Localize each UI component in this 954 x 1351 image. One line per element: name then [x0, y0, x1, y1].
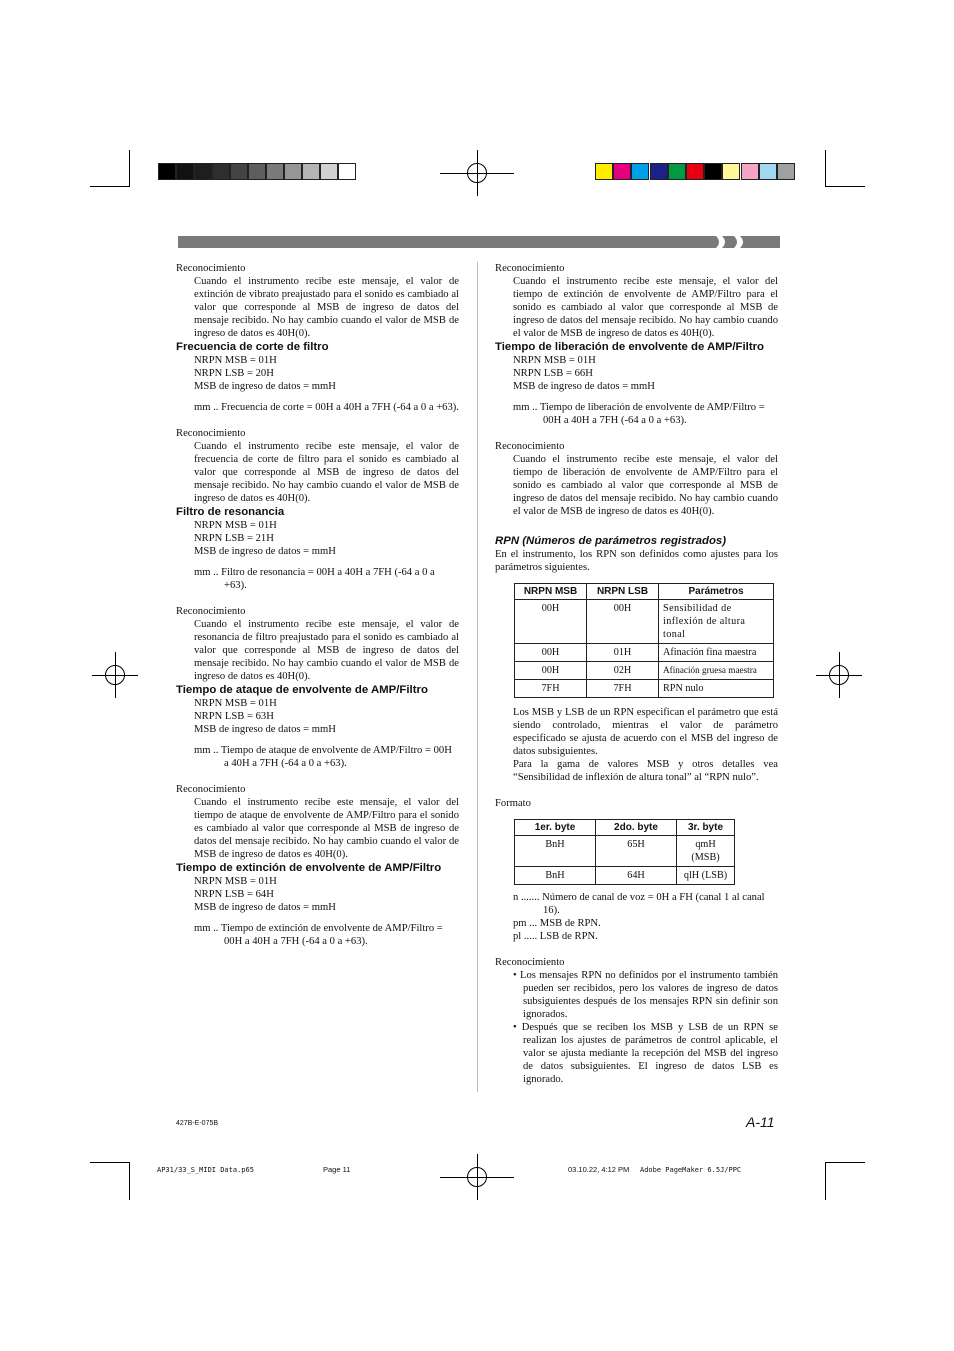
column-header: NRPN LSB: [587, 584, 659, 600]
table-cell: qmH (MSB): [677, 836, 735, 867]
recognition-text: Cuando el instrumento recibe este mensaje, el valor del tiempo de ataque de envolvente de AMP/Filtro para el sonido es cambiado al valor que corresponde al MSB de ingreso de datos del mensaje recibido. No hay cambio cuando el valor de MSB de ingreso de datos es 40H(0).: [194, 797, 459, 860]
slug-page-label: Page 11: [323, 1165, 351, 1174]
nrpn-msb-line: NRPN MSB = 01H: [194, 355, 277, 366]
table-header-row: [515, 584, 774, 600]
slug-date: 03.10.22, 4:12 PM: [568, 1165, 630, 1174]
table-cell: 7FH: [587, 680, 659, 698]
gray-swatch: [212, 163, 230, 180]
nrpn-lsb-line: NRPN LSB = 63H: [194, 711, 274, 722]
gray-swatch: [302, 163, 320, 180]
gray-swatch: [266, 163, 284, 180]
document-code: 427B-E-075B: [176, 1120, 219, 1127]
nrpn-msb-line: NRPN MSB = 01H: [194, 876, 277, 887]
definition-text: LSB de RPN.: [539, 931, 598, 942]
column-header: NRPN MSB: [515, 584, 587, 600]
section-filter-resonance: [176, 505, 459, 683]
color-swatch: [631, 163, 649, 180]
table-cell: 01H: [587, 644, 659, 662]
mm-definition: mm .. Tiempo de extinción de envolvente de AMP/Filtro = 00H a 40H a 7FH (-64 a 0 a +63).: [194, 923, 443, 947]
rpn-section-title: RPN (Números de parámetros registrados): [495, 535, 727, 547]
slug-file-name: AP31/33_S_MIDI Data.p65: [157, 1166, 254, 1174]
recognition-text: Cuando el instrumento recibe este mensaje, el valor del tiempo de extinción de envolvente de AMP/Filtro para el sonido es cambiado al valor que corresponde al MSB de ingreso de datos del mensaje recibido. No hay cambio cuando el valor de MSB de ingreso de datos es 40H(0).: [513, 276, 778, 339]
section-title: Tiempo de extinción de envolvente de AMP/Filtro: [176, 862, 442, 874]
table-cell: BnH: [515, 836, 596, 867]
right-column: [495, 262, 778, 1086]
data-entry-line: MSB de ingreso de datos = mmH: [194, 381, 336, 392]
table-cell: qlH (LSB): [677, 867, 735, 885]
table-header-row: [515, 820, 735, 836]
table-cell: RPN nulo: [659, 680, 774, 698]
table-row: [515, 680, 774, 698]
gray-swatch: [320, 163, 338, 180]
format-table: [514, 819, 735, 885]
column-header: 3r. byte: [677, 820, 735, 836]
table-row: [515, 836, 735, 867]
bullet-text: Después que se reciben los MSB y LSB de un RPN se realizan los ajustes de parámetros de control aplicable, el valor se ajusta mediante la recepción del MSB del ingreso de datos subsiguientes. El ingreso de datos LSB es ignorado.: [521, 1022, 779, 1085]
table-row: [515, 644, 774, 662]
nrpn-lsb-line: NRPN LSB = 20H: [194, 368, 274, 379]
definition-text: Número de canal de voz = 0H a FH (canal 1 al canal 16).: [542, 892, 765, 916]
list-item: • Después que se reciben los MSB y LSB de un RPN se realizan los ajustes de parámetros de control aplicable, el valor se ajusta mediante la recepción del MSB del ingreso de datos subsiguientes. El ingreso de datos LSB es ignorado.: [513, 1022, 779, 1085]
color-swatch: [741, 163, 759, 180]
header-bar-arrows: [712, 236, 780, 248]
data-entry-line: MSB de ingreso de datos = mmH: [194, 724, 336, 735]
bullet-text: Los mensajes RPN no definidos por el instrumento también pueden ser recibidos, pero los valores de ingreso de datos subsiguientes después de los mensajes RPN sin definir son ignorados.: [519, 970, 778, 1020]
format-label: Formato: [495, 798, 531, 809]
color-swatch: [668, 163, 686, 180]
color-swatch: [595, 163, 613, 180]
data-entry-line: MSB de ingreso de datos = mmH: [194, 546, 336, 557]
rpn-description-2: Para la gama de valores MSB y otros detalles vea “Sensibilidad de inflexión de altura tonal” al “RPN nulo”.: [513, 759, 778, 783]
column-header: 2do. byte: [596, 820, 677, 836]
color-swatch: [650, 163, 668, 180]
nrpn-msb-line: NRPN MSB = 01H: [194, 520, 277, 531]
recognition-label: Reconocimiento: [495, 441, 565, 452]
column-header: 1er. byte: [515, 820, 596, 836]
section-decay-time: [176, 861, 459, 948]
nrpn-msb-line: NRPN MSB = 01H: [513, 355, 596, 366]
data-entry-line: MSB de ingreso de datos = mmH: [194, 902, 336, 913]
recognition-label: Reconocimiento: [176, 606, 246, 617]
definition-key: pl .....: [513, 931, 538, 942]
table-cell: 00H: [515, 644, 587, 662]
nrpn-lsb-line: NRPN LSB = 66H: [513, 368, 593, 379]
table-cell: 64H: [596, 867, 677, 885]
column-divider: [477, 262, 478, 1092]
recognition-label: Reconocimiento: [176, 428, 246, 439]
table-row: [515, 662, 774, 680]
table-cell: 00H: [587, 600, 659, 644]
page-number: A-11: [746, 1114, 775, 1130]
table-cell: 00H: [515, 662, 587, 680]
mm-definition: mm .. Filtro de resonancia = 00H a 40H a 7FH (-64 a 0 a +63).: [194, 567, 435, 591]
format-definitions: [495, 891, 778, 943]
rpn-table: [514, 583, 774, 698]
mm-definition: mm .. Frecuencia de corte = 00H a 40H a 7FH (-64 a 0 a +63).: [194, 402, 459, 413]
nrpn-lsb-line: NRPN LSB = 64H: [194, 889, 274, 900]
recognition-label: Reconocimiento: [176, 784, 246, 795]
table-cell: BnH: [515, 867, 596, 885]
table-cell: 00H: [515, 600, 587, 644]
definition-text: MSB de RPN.: [539, 918, 601, 929]
table-row: [515, 867, 735, 885]
recognition-label: Reconocimiento: [495, 957, 565, 968]
nrpn-msb-line: NRPN MSB = 01H: [194, 698, 277, 709]
color-swatch: [704, 163, 722, 180]
gray-swatch: [248, 163, 266, 180]
definition-pl: [495, 930, 778, 943]
header-bar-line: [178, 236, 716, 248]
color-swatch: [686, 163, 704, 180]
color-swatch: [613, 163, 631, 180]
column-header: Parámetros: [659, 584, 774, 600]
color-swatch: [759, 163, 777, 180]
section-title: Tiempo de ataque de envolvente de AMP/Filtro: [176, 684, 428, 696]
definition-key: pm ...: [513, 918, 538, 929]
gray-swatch: [194, 163, 212, 180]
rpn-description: Los MSB y LSB de un RPN especifican el parámetro que está siendo controlado, mientras el valor de parámetro especificado se ajusta de acuerdo con el MSB del ingreso de datos subsiguientes.: [513, 707, 778, 757]
recognition-label: Reconocimiento: [176, 263, 246, 274]
mm-definition: mm .. Tiempo de ataque de envolvente de AMP/Filtro = 00H a 40H a 7FH (-64 a 0 a +63).: [194, 745, 452, 769]
nrpn-lsb-line: NRPN LSB = 21H: [194, 533, 274, 544]
section-release-time: [495, 340, 778, 518]
left-column: [176, 262, 459, 948]
gray-swatch: [230, 163, 248, 180]
recognition-label: Reconocimiento: [495, 263, 565, 274]
table-row: [515, 600, 774, 644]
color-swatch: [722, 163, 740, 180]
section-attack-time: [176, 683, 459, 861]
table-cell: Afinación gruesa maestra: [659, 662, 774, 680]
table-cell: Afinación fina maestra: [659, 644, 774, 662]
table-cell: 7FH: [515, 680, 587, 698]
table-cell: 02H: [587, 662, 659, 680]
color-swatch: [777, 163, 795, 180]
gray-swatch: [176, 163, 194, 180]
section-title: Tiempo de liberación de envolvente de AMP/Filtro: [495, 341, 764, 353]
mm-definition: mm .. Tiempo de liberación de envolvente de AMP/Filtro = 00H a 40H a 7FH (-64 a 0 a +63).: [513, 402, 765, 426]
definition-pm: [495, 917, 778, 930]
section-filter-cutoff: [176, 340, 459, 505]
recognition-text: Cuando el instrumento recibe este mensaje, el valor de frecuencia de corte de filtro para el sonido es cambiado al valor que corresponde al MSB de ingreso de datos del mensaje recibido. No hay cambio cuando el valor de MSB de ingreso de datos es 40H(0).: [194, 441, 459, 504]
recognition-text: Cuando el instrumento recibe este mensaje, el valor del tiempo de liberación de envolvente de AMP/Filtro para el sonido es cambiado al valor que corresponde al MSB de ingreso de datos del mensaje recibido. No hay cambio cuando el valor de MSB de ingreso de datos es 40H(0).: [513, 454, 778, 517]
gray-swatch: [158, 163, 176, 180]
recognition-text: Cuando el instrumento recibe este mensaje, el valor de resonancia de filtro preajustado para el sonido es cambiado al valor que corresponde al MSB de ingreso de datos del mensaje recibido. No hay cambio cuando el valor de MSB de ingreso de datos es 40H(0).: [194, 619, 459, 682]
list-item: • Los mensajes RPN no definidos por el instrumento también pueden ser recibidos, pero los valores de ingreso de datos subsiguientes después de los mensajes RPN sin definir son ignorados.: [513, 970, 778, 1020]
table-cell: 65H: [596, 836, 677, 867]
definition-key: n .......: [513, 892, 540, 903]
table-cell: Sensibilidad de inflexión de altura tonal: [659, 600, 774, 644]
recognition-text: Cuando el instrumento recibe este mensaje, el valor de extinción de vibrato preajustado para el sonido es cambiado al valor que corresponde al MSB de ingreso de datos del mensaje recibido. No hay cambio cuando el valor de MSB de ingreso de datos es 40H(0).: [194, 276, 459, 339]
section-title: Filtro de resonancia: [176, 506, 285, 518]
section-title: Frecuencia de corte de filtro: [176, 341, 329, 353]
data-entry-line: MSB de ingreso de datos = mmH: [513, 381, 655, 392]
definition-n: [495, 891, 778, 917]
gray-swatch: [338, 163, 356, 180]
rpn-intro: En el instrumento, los RPN son definidos como ajustes para los parámetros siguientes.: [495, 549, 778, 573]
gray-swatch: [284, 163, 302, 180]
slug-application: Adobe PageMaker 6.5J/PPC: [640, 1166, 742, 1174]
